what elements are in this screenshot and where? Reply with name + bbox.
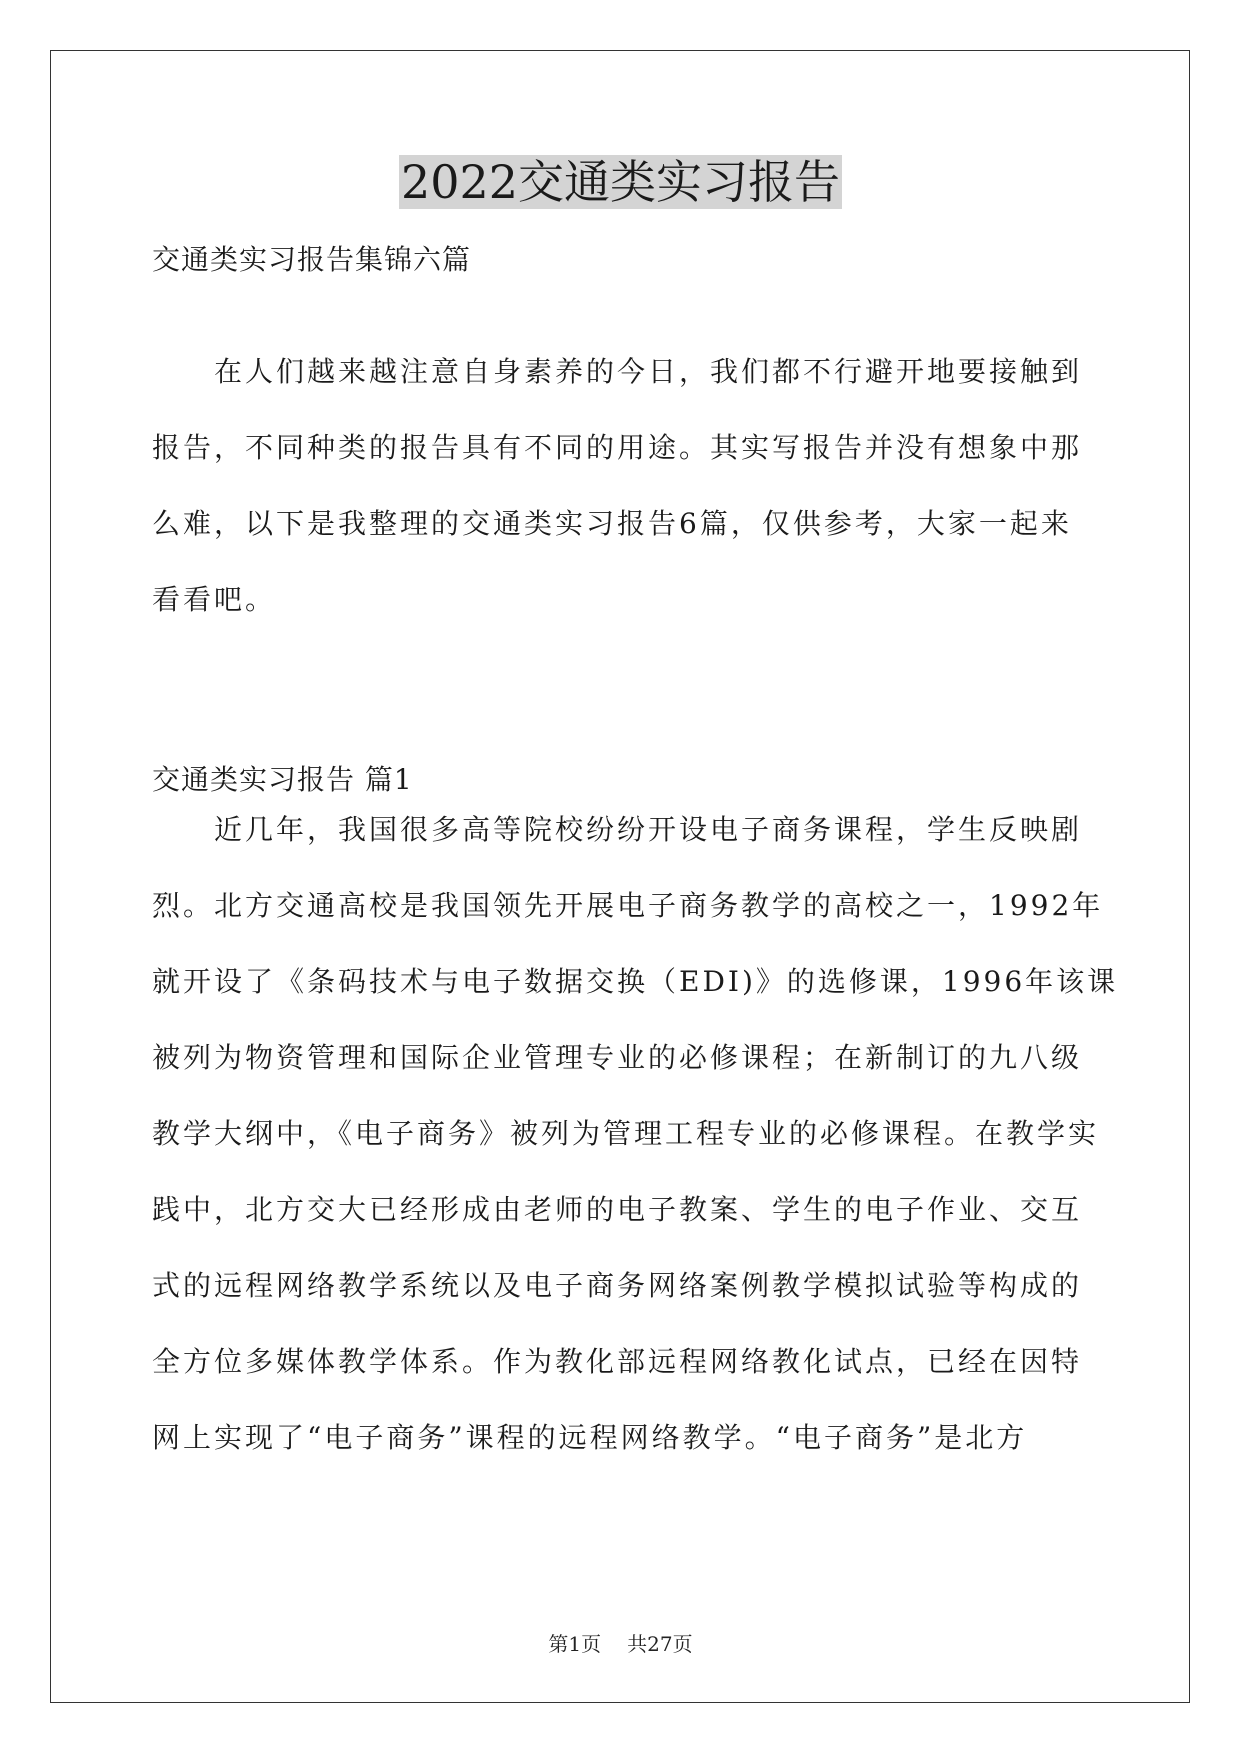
intro-line: 在人们越来越注意自身素养的今日，我们都不行避开地要接触到 [214,355,1083,388]
intro-line: 么难，以下是我整理的交通类实习报告6篇，仅供参考，大家一起来 [152,507,1072,540]
body-line: 教学大纲中，《电子商务》被列为管理工程专业的必修课程。在教学实 [152,1117,1100,1150]
body-line: 被列为物资管理和国际企业管理专业的必修课程；在新制订的九八级 [152,1041,1083,1074]
body-line: 践中，北方交大已经形成由老师的电子教案、学生的电子作业、交互 [152,1193,1083,1226]
body-line: 近几年，我国很多高等院校纷纷开设电子商务课程，学生反映剧 [214,813,1083,846]
intro-line: 报告，不同种类的报告具有不同的用途。其实写报告并没有想象中那 [152,431,1083,464]
document-title-text: 2022交通类实习报告 [400,155,841,209]
body-line: 网上实现了“电子商务”课程的远程网络教学。“电子商务”是北方 [152,1421,1028,1454]
document-title [0,152,1241,212]
page-number: 第1页 [548,1632,602,1656]
body-line: 烈。北方交通高校是我国领先开展电子商务教学的高校之一，1992年 [152,889,1104,922]
intro-paragraph [152,352,1090,656]
body-line: 就开设了《条码技术与电子数据交换（EDI)》的选修课，1996年该课 [152,965,1119,998]
page-footer [0,1630,1241,1658]
section-heading: 交通类实习报告 篇1 [152,763,413,796]
body-line: 式的远程网络教学系统以及电子商务网络案例教学模拟试验等构成的 [152,1269,1083,1302]
body-line: 全方位多媒体教学体系。作为教化部远程网络教化试点，已经在因特 [152,1345,1083,1378]
page-total: 共27页 [627,1632,693,1656]
document-subtitle: 交通类实习报告集锦六篇 [152,243,472,276]
intro-line: 看看吧。 [152,583,277,616]
section-1-paragraph [152,810,1119,1494]
